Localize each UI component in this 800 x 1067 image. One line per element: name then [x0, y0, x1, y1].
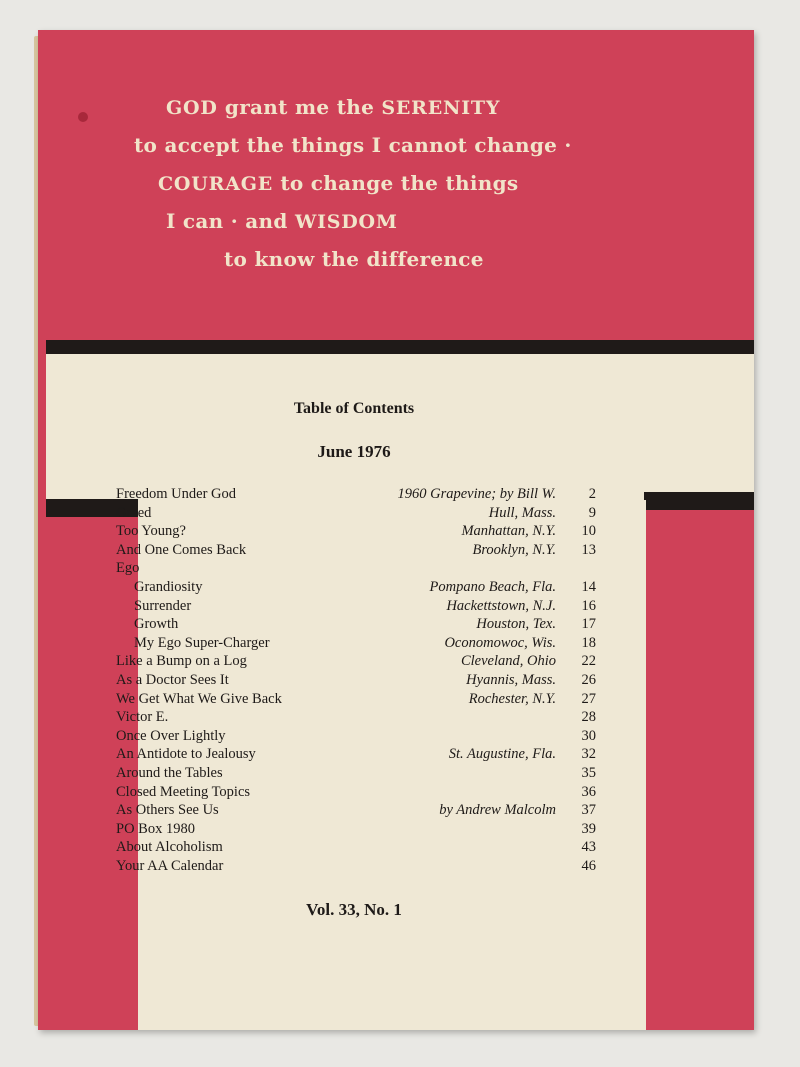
entry-title: Growth — [134, 616, 179, 633]
entry-page: 46 — [581, 857, 596, 874]
toc-entry — [116, 839, 596, 858]
prayer-text: grant me the — [217, 95, 382, 119]
entry-source: Brooklyn, N.Y. — [472, 541, 556, 558]
entry-page: 35 — [581, 764, 596, 781]
toc-entry — [116, 579, 596, 598]
entry-source: Hull, Mass. — [488, 504, 556, 521]
entry-page: 32 — [581, 746, 596, 763]
entry-page: 10 — [581, 523, 596, 540]
entry-title: Too Young? — [116, 523, 186, 540]
entry-title: As a Doctor Sees It — [116, 671, 229, 688]
entry-page: 27 — [581, 690, 596, 707]
entry-title: Once Over Lightly — [116, 727, 226, 744]
entry-title: PO Box 1980 — [116, 820, 195, 837]
entry-title: My Ego Super-Charger — [134, 634, 270, 651]
entry-title: Freedom Under God — [116, 486, 237, 502]
toc-entry — [116, 746, 596, 765]
prayer-line-2 — [134, 126, 572, 164]
entry-page: 37 — [581, 802, 596, 819]
entry-page: 22 — [581, 653, 596, 670]
entry-source: Oconomowoc, Wis. — [444, 634, 556, 651]
toc-entry — [116, 560, 596, 579]
toc-entry — [116, 486, 596, 505]
toc-entry — [116, 728, 596, 747]
prayer-line-1 — [166, 88, 500, 127]
black-band-right — [644, 492, 754, 510]
prayer-text: to know the difference — [224, 247, 484, 271]
entry-source: Manhattan, N.Y. — [461, 523, 556, 540]
entry-title: Closed Meeting Topics — [116, 783, 251, 800]
toc-entry — [116, 635, 596, 654]
toc-entry — [116, 709, 596, 728]
prayer-word-god: GOD — [166, 97, 218, 119]
entry-page: 28 — [581, 709, 596, 726]
entry-title: Ego — [116, 560, 140, 577]
toc-entry — [116, 821, 596, 840]
prayer-word-serenity: SERENITY — [381, 97, 501, 119]
entry-page: 14 — [581, 578, 596, 595]
entry-page: 13 — [581, 541, 596, 558]
toc-entry — [116, 802, 596, 821]
cream-panel-top — [46, 354, 754, 500]
toc-entry — [116, 765, 596, 784]
entry-page: 18 — [581, 634, 596, 651]
entry-title: Grandiosity — [134, 578, 203, 595]
toc-list — [116, 486, 596, 876]
toc-entry — [116, 653, 596, 672]
prayer-word-courage: COURAGE — [158, 173, 274, 195]
entry-page: 9 — [588, 504, 596, 521]
prayer-word-wisdom: WISDOM — [294, 211, 398, 233]
entry-title: Like a Bump on a Log — [116, 653, 247, 670]
entry-page: 43 — [581, 839, 596, 856]
entry-title: An Antidote to Jealousy — [116, 746, 256, 763]
entry-title: As Others See Us — [116, 802, 219, 819]
black-band — [46, 340, 754, 354]
toc-date: June 1976 — [317, 442, 391, 461]
entry-source: Rochester, N.Y. — [468, 690, 556, 707]
entry-title: We Get What We Give Back — [116, 690, 282, 707]
toc-entry — [116, 691, 596, 710]
volume-number: Vol. 33, No. 1 — [306, 900, 402, 919]
toc-entry — [116, 505, 596, 524]
entry-title: Victor E. — [116, 709, 169, 726]
prayer-line-4 — [166, 202, 398, 241]
toc-entry — [116, 616, 596, 635]
toc-entry — [116, 542, 596, 561]
prayer-text: I can · and — [166, 209, 295, 233]
entry-title: Greed — [116, 504, 152, 521]
entry-title: Surrender — [134, 597, 192, 614]
toc-entry — [116, 523, 596, 542]
entry-title: And One Comes Back — [116, 541, 247, 558]
entry-source: Hackettstown, N.J. — [446, 597, 556, 614]
entry-title: Your AA Calendar — [116, 857, 224, 874]
entry-page: 17 — [581, 616, 596, 633]
entry-title: Around the Tables — [116, 764, 223, 781]
toc-entry — [116, 858, 596, 877]
prayer-line-3 — [158, 164, 518, 203]
ink-dot — [78, 112, 88, 122]
entry-source: St. Augustine, Fla. — [448, 746, 556, 763]
entry-page: 16 — [581, 597, 596, 614]
entry-page: 2 — [588, 486, 596, 502]
entry-page: 30 — [581, 727, 596, 744]
toc-heading: Table of Contents — [293, 400, 415, 417]
prayer-text: to accept the things I cannot change · — [134, 133, 572, 157]
entry-page: 36 — [581, 783, 596, 800]
entry-title: About Alcoholism — [116, 839, 223, 856]
prayer-line-5 — [224, 240, 484, 278]
entry-source: Pompano Beach, Fla. — [429, 578, 556, 595]
entry-source: Cleveland, Ohio — [460, 653, 556, 670]
entry-page: 39 — [581, 820, 596, 837]
prayer-text: to change the things — [273, 171, 519, 195]
toc-entry — [116, 598, 596, 617]
entry-source: by Andrew Malcolm — [439, 802, 556, 819]
entry-source: Houston, Tex. — [476, 616, 556, 633]
entry-source: Hyannis, Mass. — [466, 671, 556, 688]
entry-page: 26 — [581, 671, 596, 688]
toc-entry — [116, 784, 596, 803]
toc-entry — [116, 672, 596, 691]
entry-source: 1960 Grapevine; by Bill W. — [397, 486, 556, 502]
